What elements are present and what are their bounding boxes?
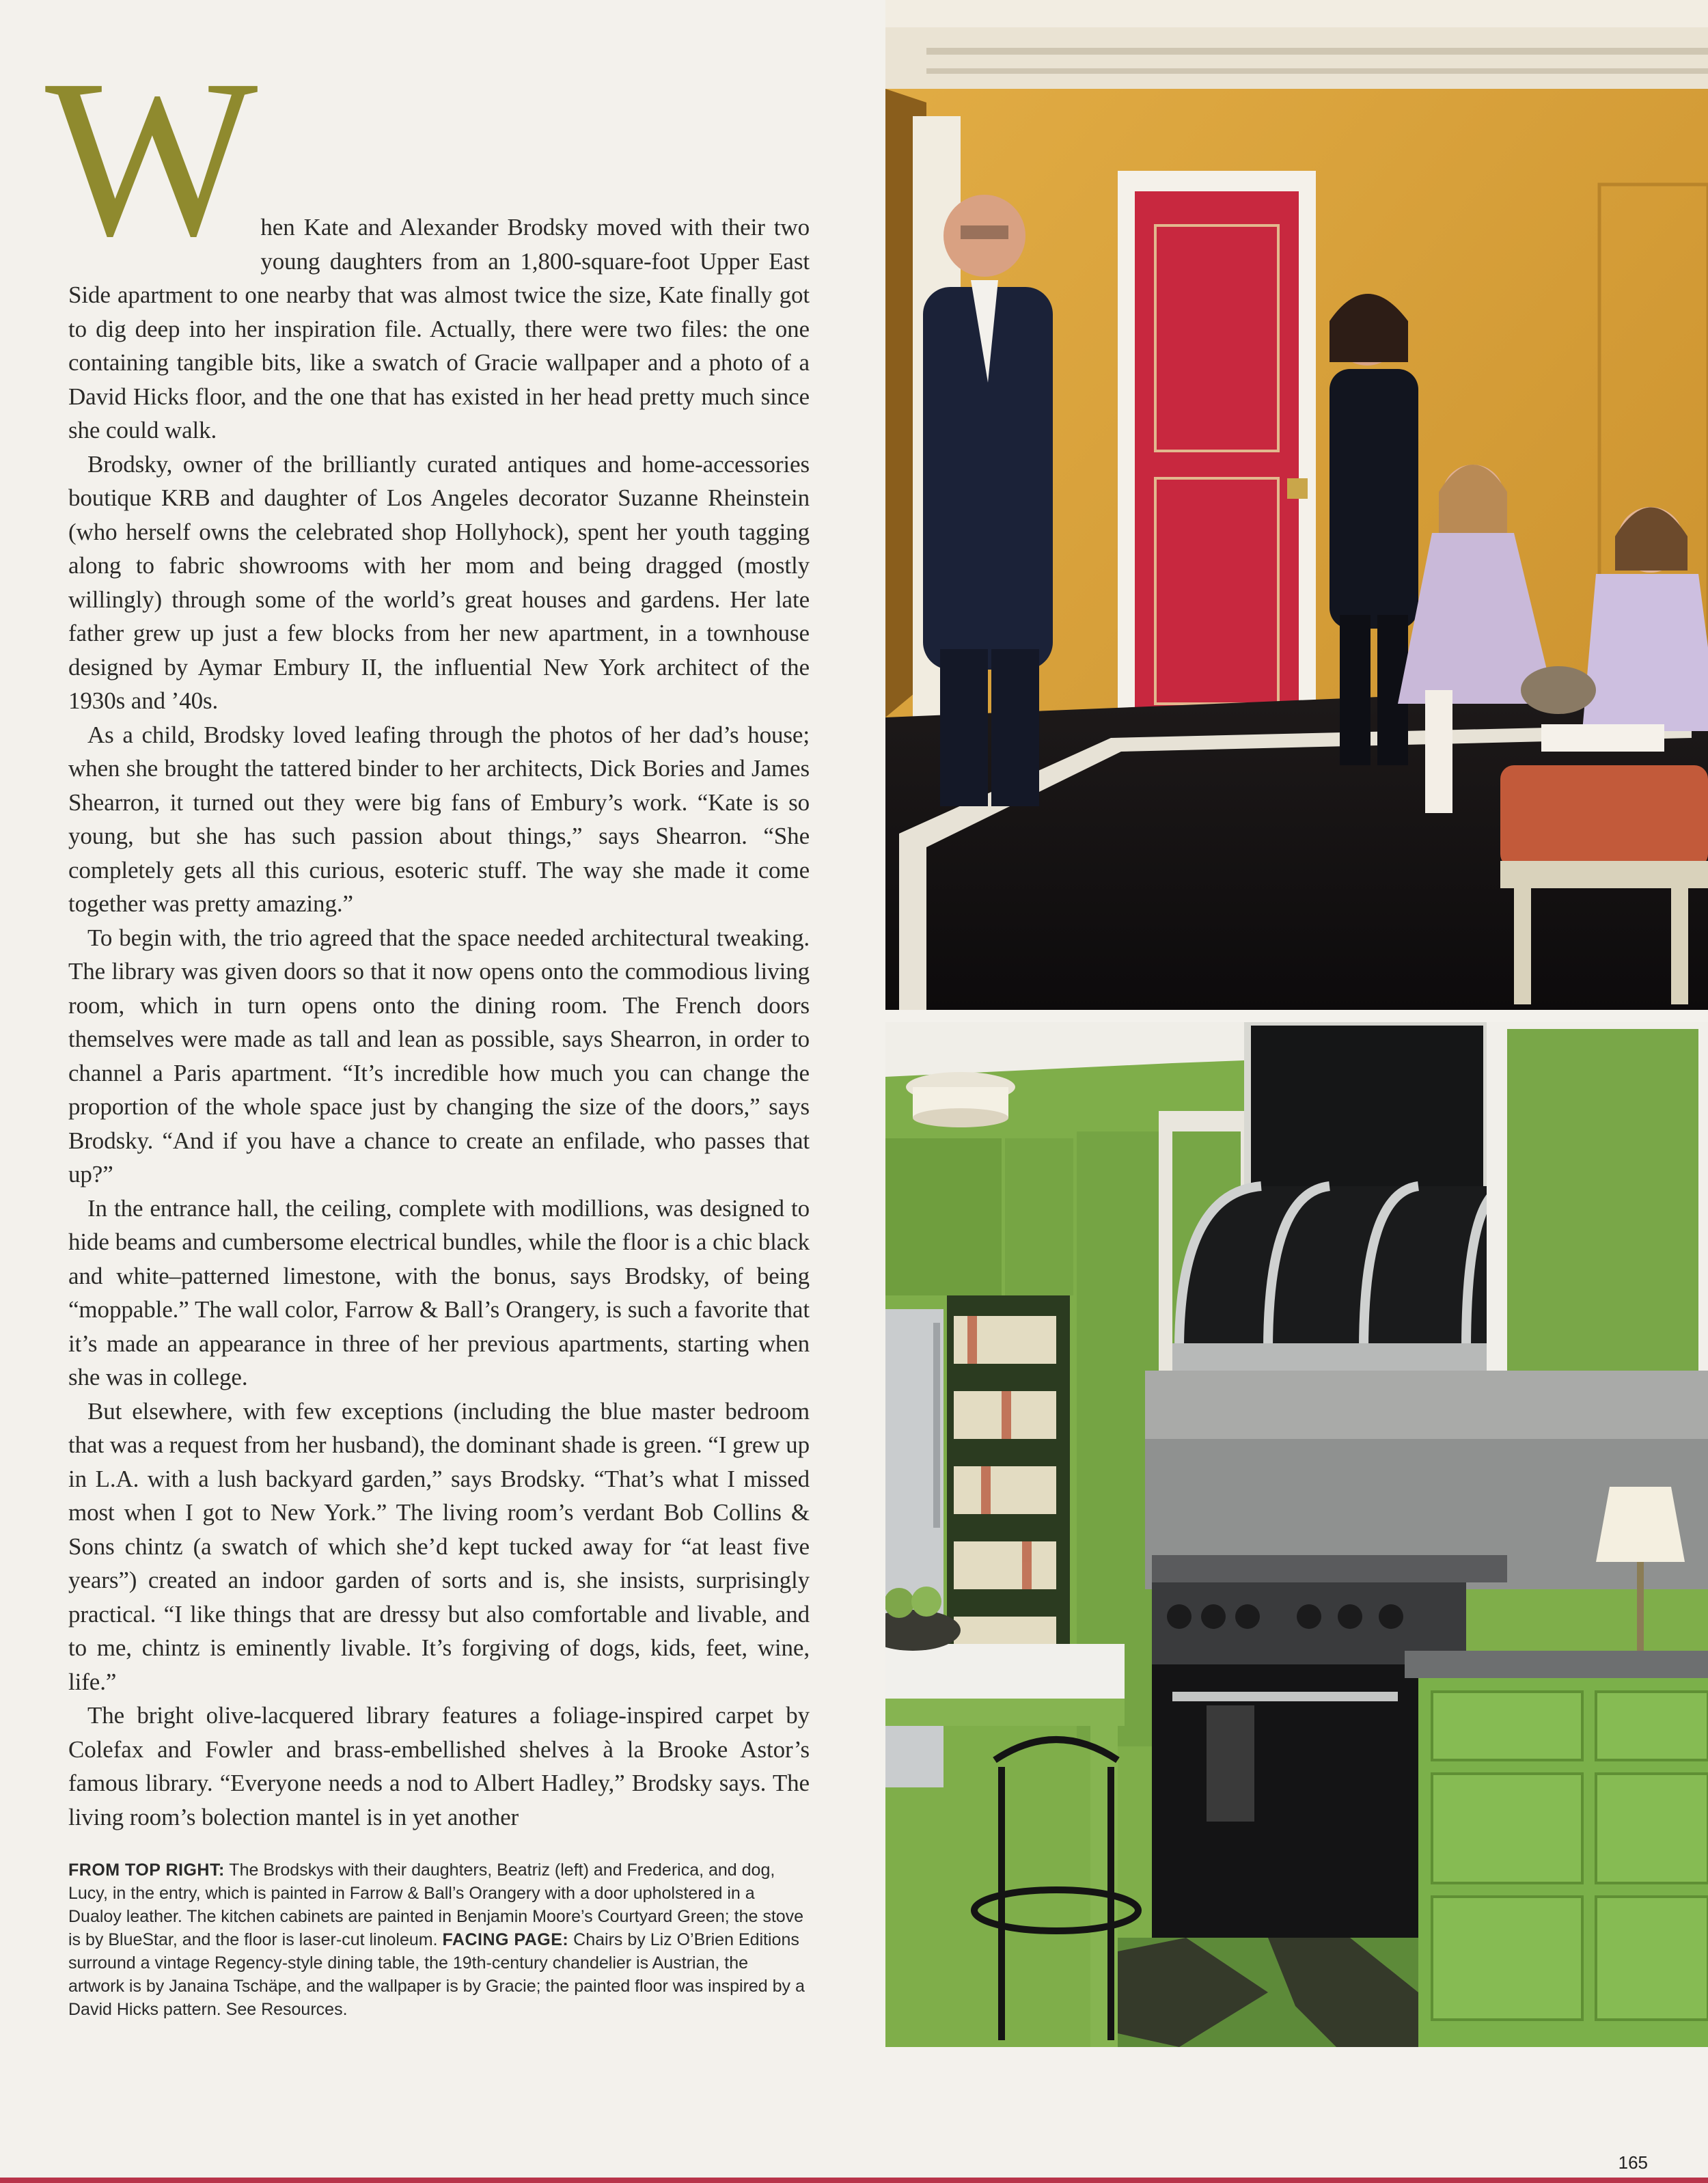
- paragraph-6: But elsewhere, with few exceptions (including the blue master bedroom that was a request from her husband), the dominant shade is green. “I grew up in L.A. with a lush backyard garden,” says Brodsky. “That’s what I missed most when I got to New York.” The living room’s verdant Bob Collins & Sons chintz (a swatch of which she’d kept tucked away for “at least five years”) created an indoor garden of sorts and is, she insists, surprisingly practical. “I like things that are dressy but also comfortable and livable, and to me, chintz is eminently livable. It’s forgiving of dogs, kids, feet, wine, life.”: [68, 1397, 810, 1695]
- article-column: [45, 33, 810, 1834]
- paragraph-1-text: hen Kate and Alexander Brodsky moved with their two young daughters from an 1,800-square-foot Upper East Side apartment to one nearby that was almost twice the size, Kate finally got to dig deep into her inspiration file. Actually, there were two files: the one containing tangible bits, like a swatch of Gracie wallpaper and a photo of a David Hicks floor, and the one that has existed in her head pretty much since she could walk.: [68, 214, 810, 443]
- photo-caption: [68, 1858, 806, 2021]
- page-number: 165: [1618, 2152, 1648, 2173]
- caption-label-top-right: FROM TOP RIGHT:: [68, 1861, 225, 1880]
- paragraph-2: Brodsky, owner of the brilliantly curated antiques and home-accessories boutique KRB and daughter of Los Angeles decorator Suzanne Rheinstein (who herself owns the celebrated shop Hollyhock), spent her youth tagging along to fabric showrooms with her mom and being dragged (mostly willingly) through some of the world’s great houses and gardens. Her late father grew up just a few blocks from her new apartment, in a townhouse designed by Aymar Embury II, the influential New York architect of the 1930s and ’40s.: [68, 450, 810, 714]
- page-edge: [0, 2178, 1708, 2183]
- paragraph-5: In the entrance hall, the ceiling, complete with modillions, was designed to hide beams and cumbersome electrical bundles, while the floor is a chic black and white–patterned limestone, with the bonus, says Brodsky, of being “moppable.” The wall color, Farrow & Ball’s Orangery, is such a favorite that it’s made an appearance in three of her previous apartments, starting when she was in college.: [68, 1194, 810, 1390]
- entry-hall-illustration: [885, 0, 1708, 1010]
- caption-text-2: Chairs by Liz O’Brien Editions surround a vintage Regency-style dining table, the 19th-century chandelier is Austrian, the artwork is by Janaina Tschäpe, and the wallpaper is by Gracie; the painted floor was inspired by a David Hicks pattern. See Resources.: [68, 1930, 805, 2019]
- article-body: [45, 33, 810, 1834]
- caption-label-facing-page: FACING PAGE:: [442, 1930, 569, 1949]
- paragraph-4: To begin with, the trio agreed that the space needed architectural tweaking. The library was given doors so that it now opens onto the commodious living room, which in turn opens onto the dining room. The French doors themselves were made as tall and lean as possible, says Shearron, in order to channel a Paris apartment. “It’s incredible how much you can change the proportion of the whole space just by changing the size of the doors,” says Brodsky. “And if you have a chance to create an enfilade, who passes that up?”: [68, 924, 810, 1187]
- kitchen-photo: [885, 1022, 1708, 2047]
- caption-text-1: The Brodskys with their daughters, Beatriz (left) and Frederica, and dog, Lucy, in the entry, which is painted in Farrow & Ball’s Orangery with a door upholstered in a Dualoy leather. The kitchen cabinets are painted in Benjamin Moore’s Courtyard Green; the stove is by BlueStar, and the floor is laser-cut linoleum.: [68, 1861, 804, 1949]
- drop-cap: W: [45, 33, 258, 283]
- entry-hall-photo: [885, 0, 1708, 1010]
- kitchen-illustration: [885, 1022, 1708, 2047]
- paragraph-3: As a child, Brodsky loved leafing through the photos of her dad’s house; when she brought the tattered binder to her architects, Dick Bories and James Shearron, it turned out they were big fans of Embury’s work. “Kate is so young, but she has such passion about things,” says Shearron. “She completely gets all this curious, esoteric stuff. The way she made it come together was pretty amazing.”: [68, 721, 810, 917]
- paragraph-7: The bright olive-lacquered library features a foliage-inspired carpet by Colefax and Fowler and brass-embellished shelves à la Brooke Astor’s famous library. “Everyone needs a nod to Albert Hadley,” Brodsky says. The living room’s bolection mantel is in yet another: [68, 1702, 810, 1830]
- paragraph-1: [45, 33, 810, 448]
